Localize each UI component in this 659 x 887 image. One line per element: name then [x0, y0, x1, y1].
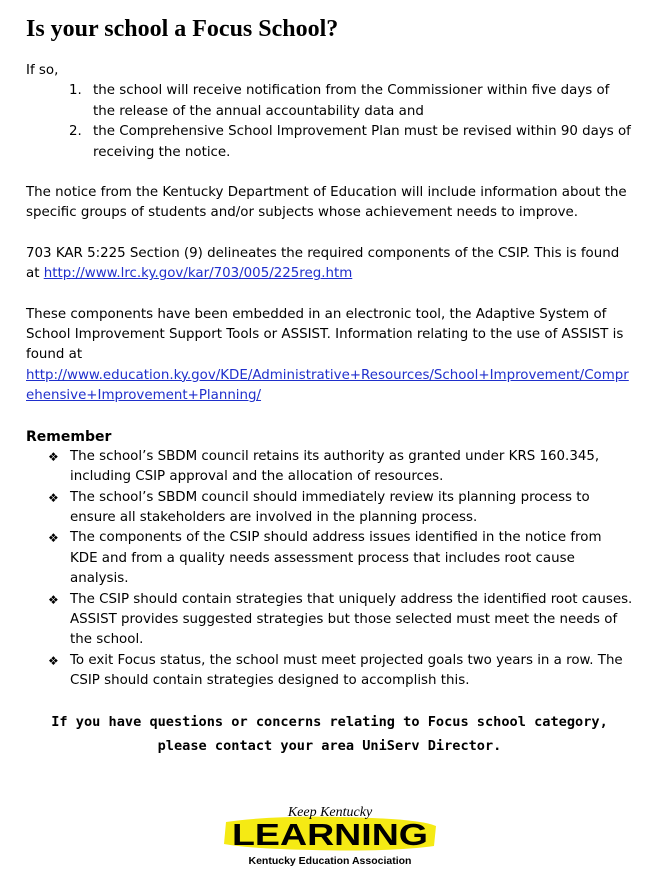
kea-logo — [222, 800, 438, 870]
assist-paragraph — [26, 305, 633, 407]
list-item — [26, 651, 633, 692]
numbered-item — [26, 81, 633, 122]
numbered-item — [26, 122, 633, 163]
intro-text: If so, — [26, 63, 59, 78]
diamond-bullet-icon: ❖ — [48, 653, 59, 668]
numbered-list — [26, 81, 633, 163]
list-item — [26, 488, 633, 529]
kar-link[interactable]: http://www.lrc.ky.gov/kar/703/005/225reg.htm — [43, 266, 353, 282]
kar-text: 703 KAR 5:225 Section (9) delineates the required components of the CSIP. This is found at — [26, 245, 620, 282]
list-item — [26, 590, 633, 651]
diamond-bullet-icon: ❖ — [48, 449, 59, 464]
remember-list — [26, 447, 633, 692]
page-title: Is your school a Focus School? — [26, 16, 339, 42]
assist-text: These components have been embedded in an electronic tool, the Adaptive System of School Improvement Support Tools or ASSIST. Information relating to the use of ASSIST is found at — [26, 306, 624, 363]
logo-main-text: LEARNING — [232, 817, 428, 852]
item-number: 2. — [69, 124, 82, 140]
notice-paragraph: The notice from the Kentucky Department of Education will include information about the specific groups of students and/or subjects whose achievement needs to improve. — [26, 185, 627, 221]
list-item — [26, 528, 633, 589]
diamond-bullet-icon: ❖ — [48, 490, 59, 505]
logo-bottom-text: Kentucky Education Association — [248, 855, 412, 867]
diamond-bullet-icon: ❖ — [48, 531, 59, 546]
item-text: the Comprehensive School Improvement Plan must be revised within 90 days of receiving the notice. — [93, 124, 631, 160]
bullet-text: The school’s SBDM council should immediately review its planning process to ensure all stakeholders are involved in the planning process. — [70, 489, 590, 525]
logo-top-text: Keep Kentucky — [287, 805, 373, 820]
assist-link[interactable]: http://www.education.ky.gov/KDE/Administrative+Resources/School+Improvement/Comprehensive+Improvement+Planning/ — [26, 367, 629, 404]
diamond-bullet-icon: ❖ — [48, 592, 59, 607]
remember-heading: Remember — [26, 428, 112, 445]
bullet-text: The school’s SBDM council retains its authority as granted under KRS 160.345, including CSIP approval and the allocation of resources. — [70, 448, 600, 485]
bullet-text: To exit Focus status, the school must meet projected goals two years in a row. The CSIP should contain strategies designed to accomplish this. — [70, 652, 623, 689]
bullet-text: The CSIP should contain strategies that uniquely address the identified root causes. ASSIST provides suggested strategies but those selected must meet the needs of the school. — [70, 591, 633, 648]
contact-line-1: If you have questions or concerns relating to Focus school category, — [51, 713, 608, 730]
item-text: the school will receive notification from the Commissioner within five days of the release of the annual accountability data and — [93, 83, 610, 119]
bullet-text: The components of the CSIP should address issues identified in the notice from KDE and from a quality needs assessment process that includes root cause analysis. — [70, 530, 602, 587]
kar-paragraph — [26, 244, 633, 285]
item-number: 1. — [69, 83, 82, 99]
contact-line-2: please contact your area UniServ Director. — [157, 737, 502, 754]
list-item — [26, 447, 633, 488]
